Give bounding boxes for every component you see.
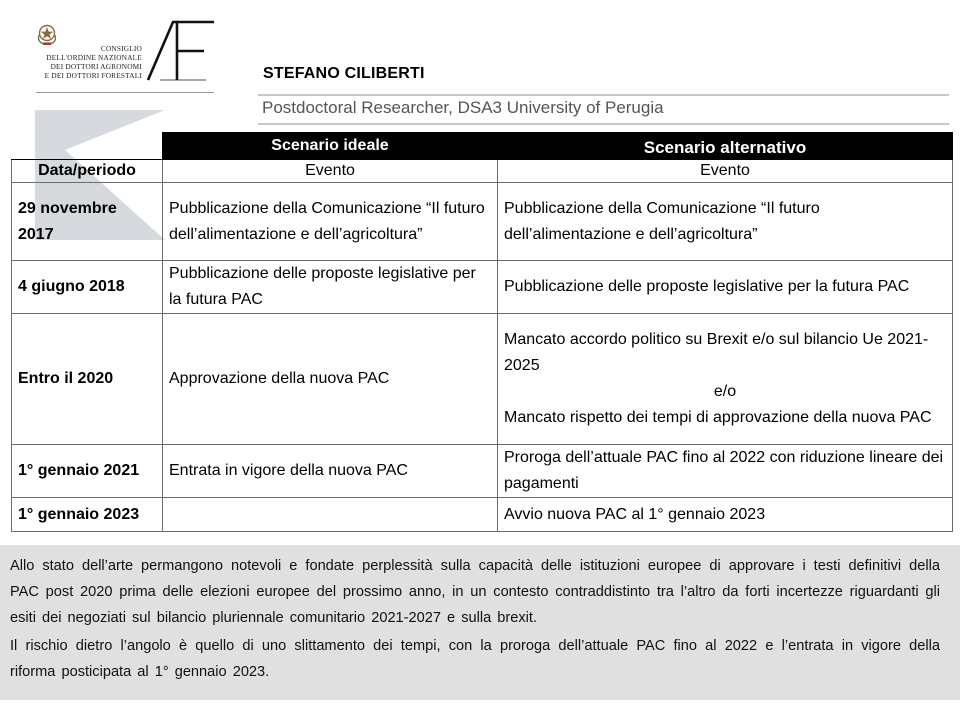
header-rule-top bbox=[258, 94, 949, 96]
note-paragraph: Allo stato dell’arte permangono notevoli e fondate perplessità sulla capacità delle istituzioni europee di approvare i testi definitivi della PAC post 2020 prima delle elezioni europee del prossimo anno, in un contesto contraddistinto tra l’altro da forti incertezze riguardanti gli esiti dei negoziati sul bilancio pluriennale comunitario 2021-2027 e sulla brexit. bbox=[10, 558, 940, 626]
alternative-connector: e/o bbox=[713, 383, 737, 400]
row-alternative-event: Avvio nuova PAC al 1° gennaio 2023 bbox=[498, 498, 953, 532]
author-role: Postdoctoral Researcher, DSA3 University of Perugia bbox=[262, 98, 664, 117]
italian-republic-emblem-icon bbox=[36, 22, 58, 46]
council-line: DELL'ORDINE NAZIONALE bbox=[46, 53, 142, 62]
table-row bbox=[12, 183, 953, 261]
scenario-alternative-header: Scenario alternativo bbox=[498, 133, 953, 160]
row-date: 4 giugno 2018 bbox=[12, 261, 163, 314]
row-alternative-event: Proroga dell’attuale PAC fino al 2022 con riduzione lineare dei pagamenti bbox=[498, 445, 953, 498]
author-name: STEFANO CILIBERTI bbox=[263, 65, 425, 82]
row-date: 29 novembre 2017 bbox=[12, 183, 163, 261]
row-alternative-event: Pubblicazione della Comunicazione “Il futuro dell’alimentazione e dell’agricoltura” bbox=[498, 183, 953, 261]
row-ideal-event bbox=[163, 498, 498, 532]
table-row bbox=[12, 261, 953, 314]
scenario-table bbox=[11, 132, 953, 532]
event-column-header: Evento bbox=[498, 160, 953, 183]
council-line: E DEI DOTTORI FORESTALI bbox=[44, 71, 142, 80]
row-ideal-event: Pubblicazione delle proposte legislative per la futura PAC bbox=[163, 261, 498, 314]
summary-note bbox=[0, 545, 960, 700]
column-header-row bbox=[12, 160, 953, 183]
table-row bbox=[12, 445, 953, 498]
row-alternative-event: Pubblicazione delle proposte legislative per la futura PAC bbox=[498, 261, 953, 314]
row-date: Entro il 2020 bbox=[12, 314, 163, 445]
logo-divider bbox=[36, 92, 214, 93]
scenario-header-row bbox=[12, 133, 953, 160]
row-date: 1° gennaio 2023 bbox=[12, 498, 163, 532]
table-row bbox=[12, 498, 953, 532]
council-name bbox=[30, 44, 142, 80]
event-column-header: Evento bbox=[163, 160, 498, 183]
alternative-part: Mancato rispetto dei tempi di approvazione della nuova PAC bbox=[504, 409, 932, 426]
note-paragraph: Il rischio dietro l’angolo è quello di uno slittamento dei tempi, con la proroga dell’attuale PAC fino al 2022 e l’entrata in vigore della riforma posticipata al 1° gennaio 2023. bbox=[10, 638, 940, 680]
row-ideal-event: Pubblicazione della Comunicazione “Il futuro dell’alimentazione e dell’agricoltura” bbox=[163, 183, 498, 261]
row-ideal-event: Entrata in vigore della nuova PAC bbox=[163, 445, 498, 498]
af-council-logo bbox=[146, 18, 218, 84]
header-rule-bottom bbox=[258, 123, 949, 125]
date-column-header: Data/periodo bbox=[12, 160, 163, 183]
row-alternative-event bbox=[498, 314, 953, 445]
council-line: DEI DOTTORI AGRONOMI bbox=[50, 62, 142, 71]
table-row bbox=[12, 314, 953, 445]
alternative-part: Mancato accordo politico su Brexit e/o sul bilancio Ue 2021-2025 bbox=[504, 331, 929, 374]
row-ideal-event: Approvazione della nuova PAC bbox=[163, 314, 498, 445]
scenario-ideal-header: Scenario ideale bbox=[163, 133, 498, 160]
row-date: 1° gennaio 2021 bbox=[12, 445, 163, 498]
council-line: CONSIGLIO bbox=[100, 44, 142, 53]
